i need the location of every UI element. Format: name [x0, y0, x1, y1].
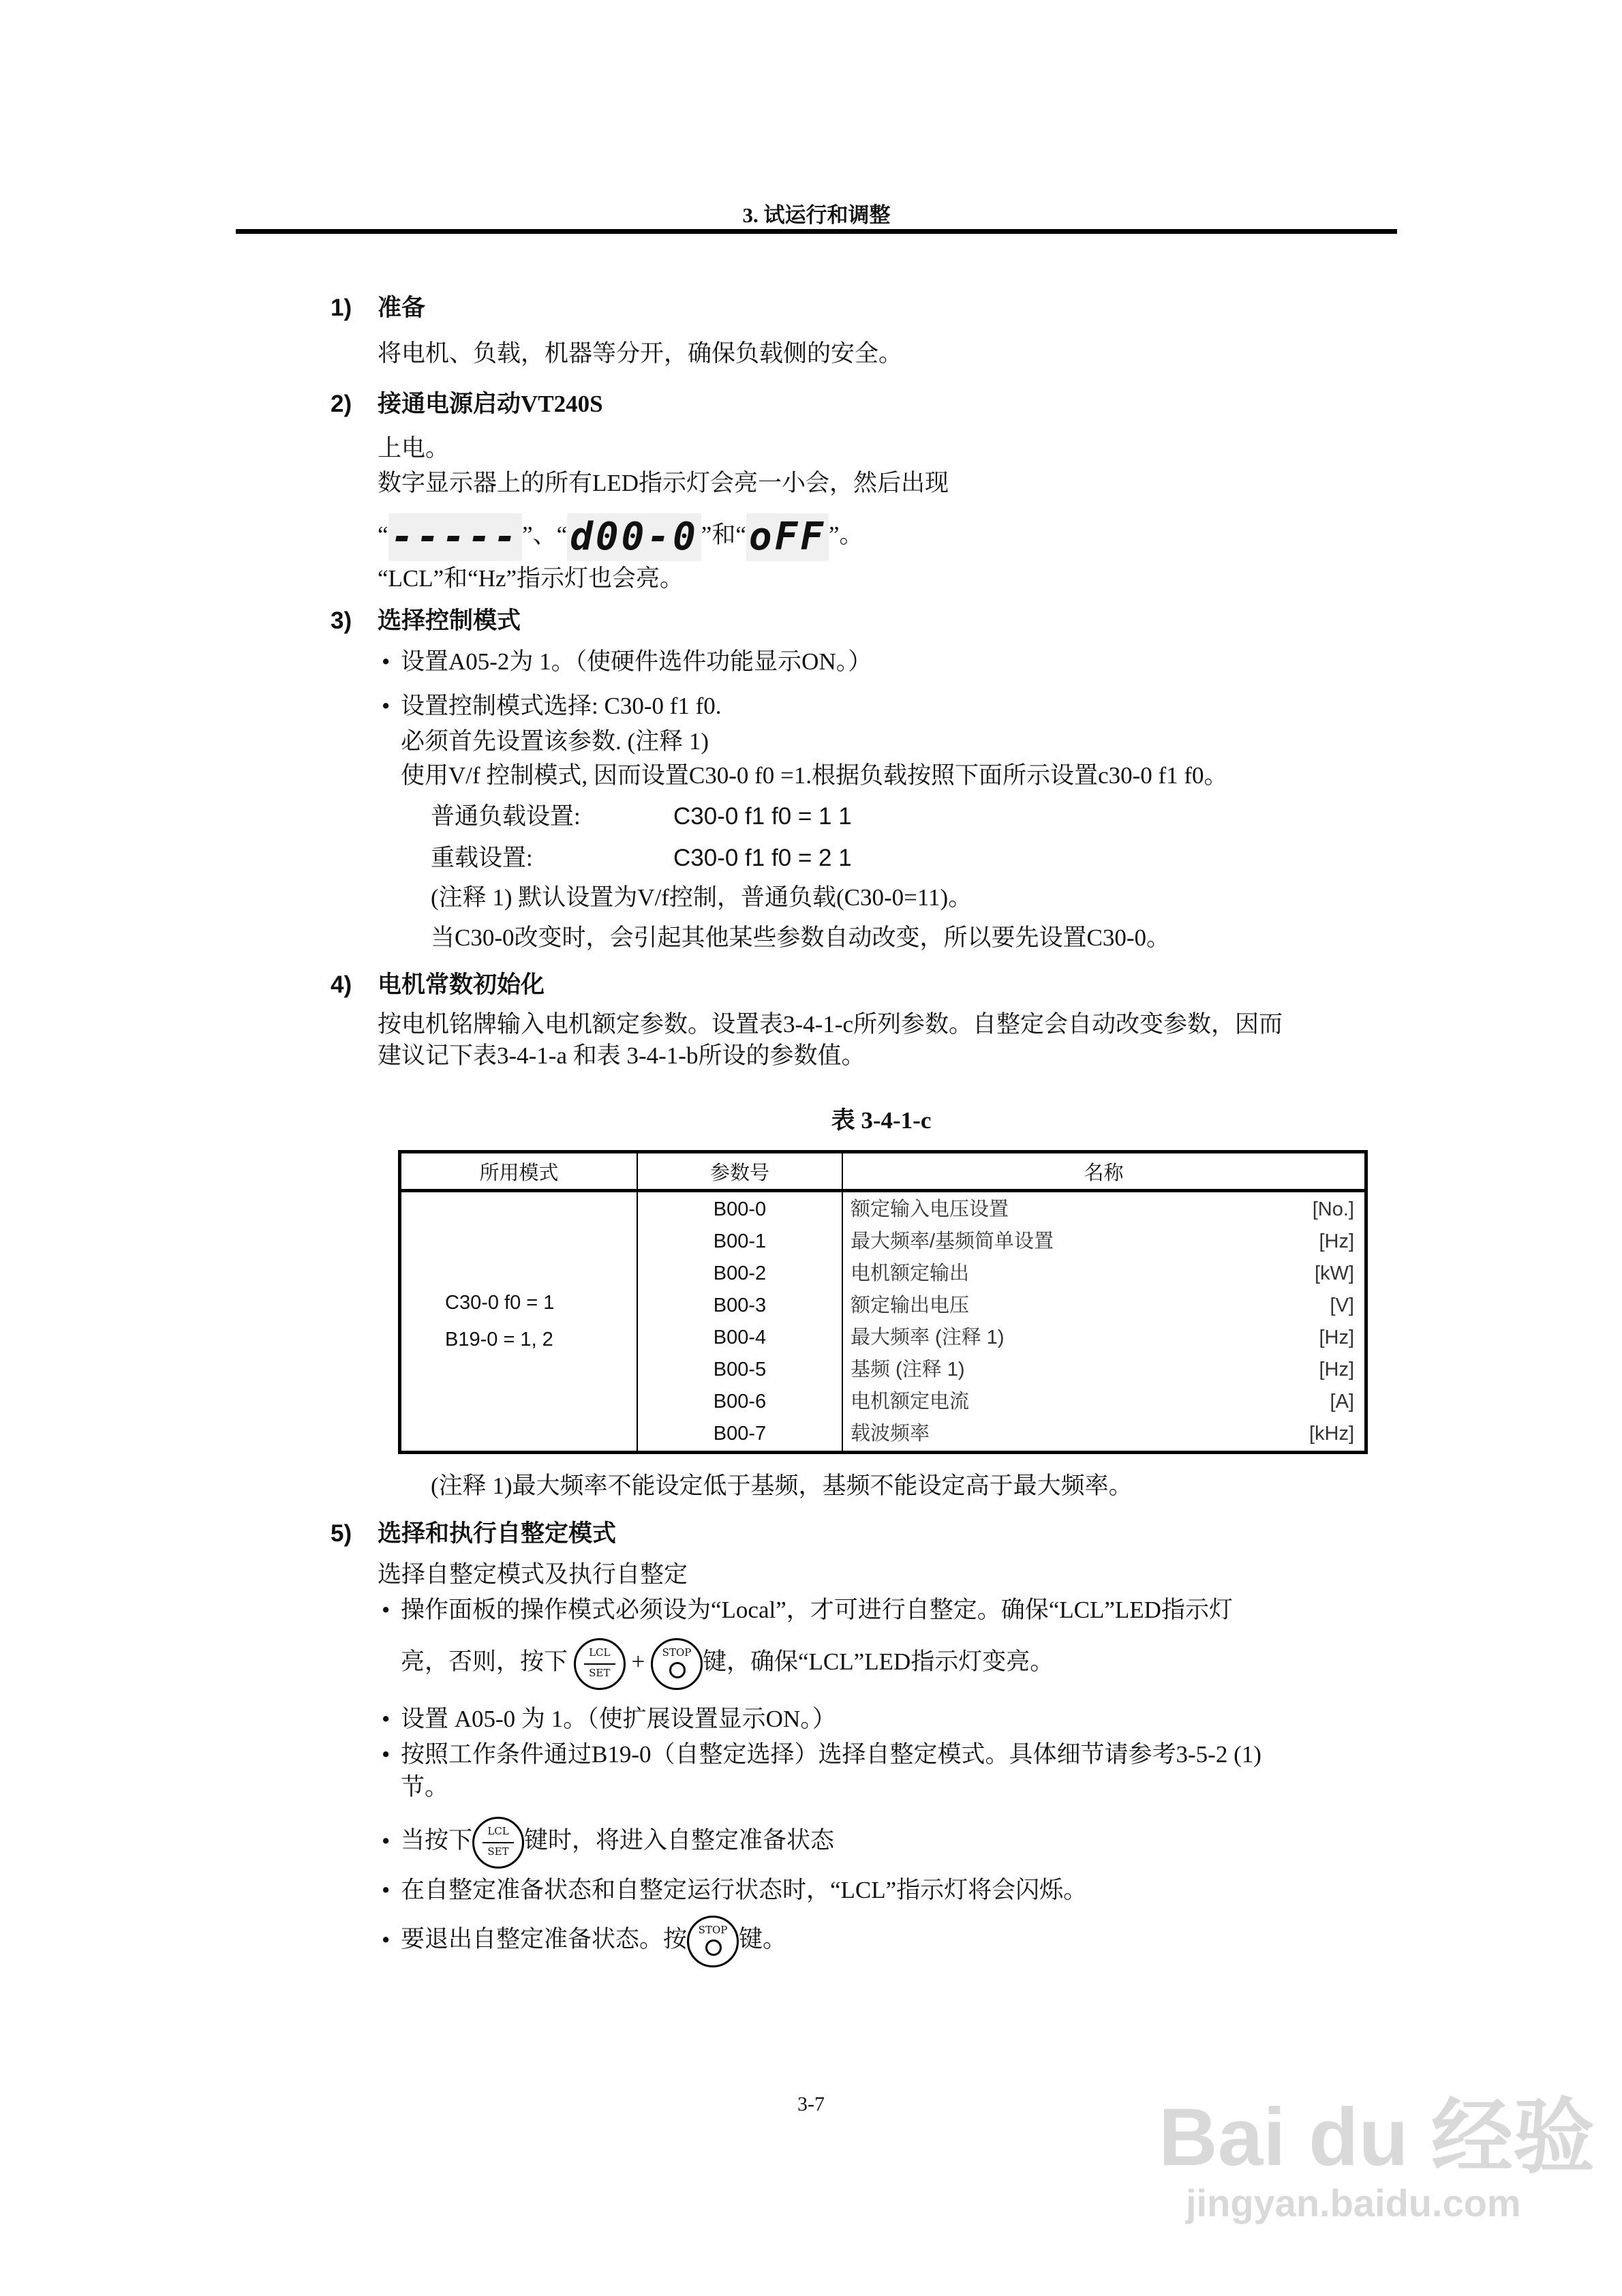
bullet: •: [382, 1597, 391, 1623]
parameter-table: [398, 1150, 1368, 1454]
vf-mode-text: 使用V/f 控制模式, 因而设置C30-0 f0 =1.根据负载按照下面所示设置c30-0 f1 f0。: [401, 762, 1228, 789]
autotune-intro: 选择自整定模式及执行自整定: [378, 1561, 688, 1588]
bullet: •: [382, 648, 391, 675]
param: B00-1: [713, 1230, 767, 1252]
param-unit: [Hz]: [1319, 1230, 1354, 1252]
led-display-dashes: -----: [388, 513, 523, 561]
param-unit: [Hz]: [1319, 1326, 1354, 1348]
name-row: [844, 1418, 1364, 1450]
name-row: [844, 1354, 1364, 1386]
col-header-mode: 所用模式: [400, 1152, 638, 1191]
stop-key-icon: STOP: [687, 1916, 739, 1967]
power-on-text: 上电。: [378, 435, 450, 462]
led-text: 数字显示器上的所有LED指示灯会亮一小会，然后出现: [378, 470, 949, 496]
b19-text: 按照工作条件通过B19-0（自整定选择）选择自整定模式。具体细节请参考3-5-2 (1): [401, 1741, 1261, 1768]
param-name: 最大频率/基频简单设置: [851, 1230, 1054, 1252]
quote: “: [378, 522, 388, 548]
name-row: [844, 1386, 1364, 1418]
lcl-hz-text: “LCL”和“Hz”指示灯也会亮。: [378, 565, 684, 592]
lcl-set-key-icon: LCL SET: [472, 1817, 524, 1869]
plus: +: [631, 1648, 645, 1675]
section-1-text: 将电机、负载，机器等分开，确保负载侧的安全。: [378, 340, 903, 367]
motor-text-1: 按电机铭牌输入电机额定参数。设置表3-4-1-c所列参数。自整定会自动改变参数，因而: [378, 1011, 1283, 1038]
separator: ”和“: [701, 522, 746, 548]
b19-text-2: 节。: [401, 1774, 449, 1800]
page-number: 3-7: [797, 2093, 825, 2115]
watermark-logo: Bai du 经验: [1159, 2091, 1595, 2183]
set-a05-0-text: 设置 A05-0 为 1。（使扩展设置显示ON。）: [401, 1706, 836, 1732]
text: 亮，否则，按下: [401, 1648, 568, 1675]
param: B00-0: [713, 1198, 767, 1220]
param: B00-6: [713, 1390, 767, 1413]
must-set-text: 必须首先设置该参数. (注释 1): [401, 728, 709, 755]
bullet: •: [382, 1877, 391, 1903]
param-name: 电机额定电流: [851, 1390, 970, 1413]
quote-end: ”。: [829, 522, 863, 548]
param-unit: [kW]: [1315, 1262, 1354, 1284]
section-5-title: 选择和执行自整定模式: [378, 1520, 617, 1547]
section-1-number: 1): [331, 294, 352, 321]
param-name: 载波频率: [851, 1422, 930, 1445]
stop-key-icon: STOP: [651, 1638, 703, 1690]
section-2-number: 2): [331, 391, 352, 417]
text: 键。: [739, 1926, 787, 1952]
param-unit: [No.]: [1312, 1198, 1354, 1220]
param: B00-5: [713, 1358, 767, 1380]
text: 键，确保“LCL”LED指示灯变亮。: [703, 1648, 1054, 1675]
param-name: 额定输出电压: [851, 1294, 970, 1316]
local-mode-text: 操作面板的操作模式必须设为“Local”，才可进行自整定。确保“LCL”LED指示灯: [401, 1597, 1233, 1623]
note-1: (注释 1) 默认设置为V/f控制，普通负载(C30-0=11)。: [431, 884, 973, 911]
lcl-set-key-icon: LCL SET: [574, 1638, 626, 1690]
header-rule: [236, 229, 1397, 234]
normal-load-label: 普通负载设置:: [431, 803, 581, 830]
param: B00-2: [713, 1262, 767, 1284]
col-header-param: 参数号: [637, 1152, 842, 1191]
section-2-title: 接通电源启动VT240S: [378, 391, 603, 417]
section-3-number: 3): [331, 607, 352, 634]
param-unit: [V]: [1330, 1294, 1354, 1316]
bullet: •: [382, 1828, 391, 1854]
separator: ”、“: [522, 522, 568, 548]
name-row: [844, 1194, 1364, 1226]
press-lcl-line: [401, 1813, 834, 1869]
mode-c30: C30-0 f0 = 1: [445, 1292, 555, 1314]
param-name: 基频 (注释 1): [851, 1358, 965, 1380]
name-row: [844, 1322, 1364, 1354]
param-name: 最大频率 (注释 1): [851, 1326, 1005, 1348]
table-caption: 表 3-4-1-c: [831, 1107, 932, 1134]
control-mode-text: 设置控制模式选择: C30-0 f1 f0.: [401, 693, 722, 719]
exit-line: [401, 1912, 786, 1967]
param-unit: [A]: [1330, 1390, 1354, 1413]
section-4-number: 4): [331, 971, 352, 998]
mode-cell: [400, 1191, 638, 1453]
heavy-load-value: C30-0 f1 f0 = 2 1: [673, 845, 852, 871]
press-keys-line: [401, 1635, 1054, 1690]
section-3-title: 选择控制模式: [378, 607, 521, 634]
param-unit: [kHz]: [1309, 1422, 1354, 1445]
text: 键时，将进入自整定准备状态: [524, 1827, 835, 1854]
note-2: 当C30-0改变时，会引起其他某些参数自动改变，所以要先设置C30-0。: [431, 924, 1171, 951]
mode-b19: B19-0 = 1, 2: [445, 1329, 553, 1350]
watermark-url: jingyan.baidu.com: [1186, 2181, 1521, 2224]
param-name: 电机额定输出: [851, 1262, 970, 1284]
name-row: [844, 1226, 1364, 1258]
page-header: 3. 试运行和调整: [742, 203, 891, 227]
section-4-title: 电机常数初始化: [378, 971, 545, 998]
bullet: •: [382, 693, 391, 719]
motor-text-2: 建议记下表3-4-1-a 和表 3-4-1-b所设的参数值。: [378, 1042, 866, 1069]
section-5-number: 5): [331, 1520, 352, 1547]
bullet: •: [382, 1706, 391, 1732]
param: B00-4: [713, 1326, 767, 1348]
param: B00-3: [713, 1294, 767, 1316]
param-cell: [637, 1191, 842, 1453]
heavy-load-label: 重载设置:: [431, 845, 533, 871]
section-1-title: 准备: [378, 294, 426, 321]
led-display-off: oFF: [746, 513, 829, 561]
led-display-d000: d00-0: [567, 513, 701, 561]
baidu-watermark: [1159, 2093, 1595, 2225]
text: 要退出自整定准备状态。按: [401, 1926, 688, 1952]
param-unit: [Hz]: [1319, 1358, 1354, 1380]
lcl-blink-text: 在自整定准备状态和自整定运行状态时，“LCL”指示灯将会闪烁。: [401, 1877, 1088, 1903]
param: B00-7: [713, 1422, 767, 1445]
bullet: •: [382, 1741, 391, 1768]
text: 当按下: [401, 1827, 473, 1854]
name-row: [844, 1258, 1364, 1290]
set-a05-2-text: 设置A05-2为 1。（使硬件选件功能显示ON。）: [401, 648, 872, 675]
bullet: •: [382, 1927, 391, 1953]
normal-load-value: C30-0 f1 f0 = 1 1: [673, 803, 852, 830]
name-cell: [842, 1191, 1366, 1453]
led-display-line: [378, 511, 863, 561]
col-header-name: 名称: [842, 1152, 1366, 1191]
table-note: (注释 1)最大频率不能设定低于基频，基频不能设定高于最大频率。: [431, 1472, 1133, 1499]
name-row: [844, 1290, 1364, 1322]
param-name: 额定输入电压设置: [851, 1198, 1009, 1220]
